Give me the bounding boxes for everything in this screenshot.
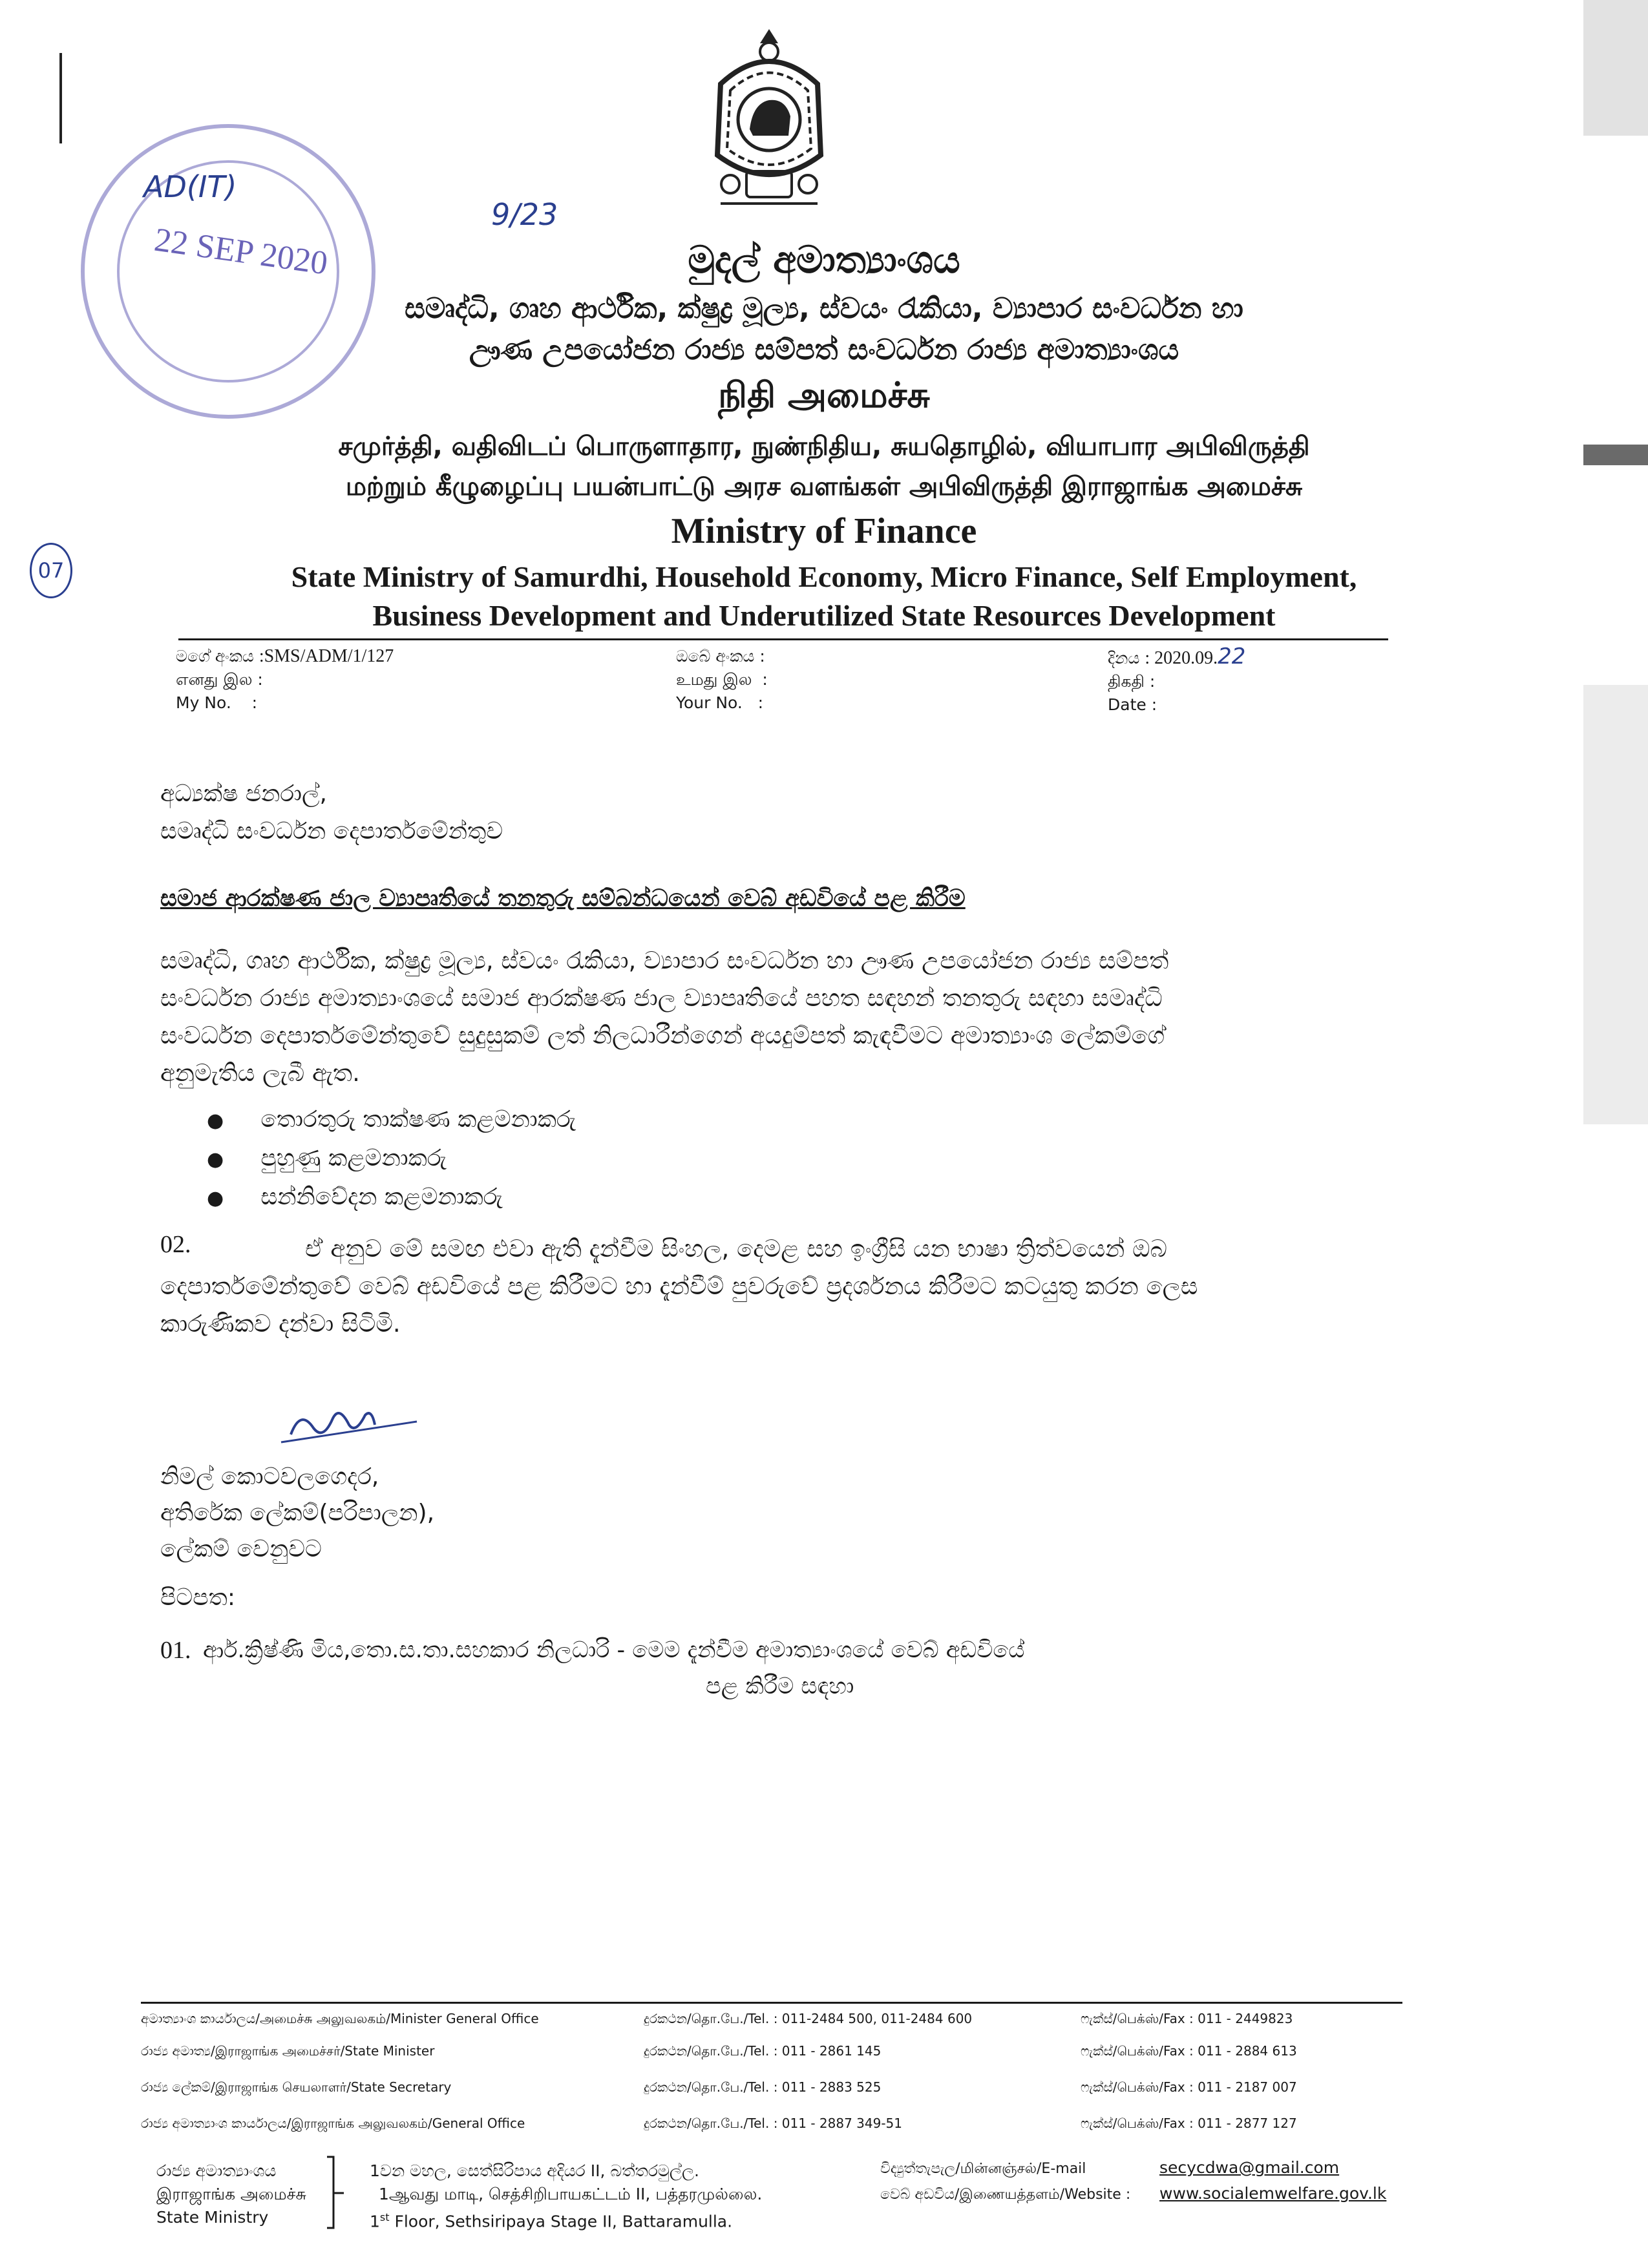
paragraph-2-line2: දෙපාර්තමේන්තුවේ වෙබ් අඩවියේ පළ කිරීමට හා දැන්වීම් පුවරුවේ ප්‍රදර්ශනය කිරීමට කටයුතු කරන ලෙස [160, 1272, 1198, 1300]
copies-label: පිටපත: [160, 1584, 235, 1611]
margin-mark [59, 53, 62, 143]
footer-address [370, 2159, 762, 2233]
sinhala-ministry-line2: ඌණ උපයෝජන රාජ්‍ය සම්පත් සංවර්ධන රාජ්‍ය අමාත්‍යාංශය [469, 333, 1179, 366]
footer-address-si: 1වන මහල, සෙත්සිරිපාය අදියර II, බත්තරමුල්ල. [370, 2161, 700, 2180]
bullet-icon: ● [207, 1109, 224, 1132]
your-no-label-ta: உமது இல [676, 670, 752, 689]
date-en-value: : [1151, 695, 1157, 714]
signatory-block [160, 1459, 434, 1568]
footer-email-label: විද්‍යුත්තැපැල/மின்னஞ்சல்/E-mail [880, 2161, 1086, 2177]
footer-tel-1: දුරකථන/தொ.பே./Tel. : 011 - 2861 145 [644, 2043, 882, 2059]
bullet-icon: ● [207, 1187, 224, 1210]
footer-office-1: රාජ්‍ය අමාත්‍ය/இராஜாங்க அமைச்சர்/State Minister [141, 2043, 435, 2059]
your-no-label-en: Your No. [676, 693, 743, 712]
footer-address-floor: 1 [370, 2212, 380, 2231]
english-ministry-line2: Business Development and Underutilized State Resources Development [372, 599, 1276, 632]
signatory-title: අතිරේක ලේකම්(පරිපාලන), [160, 1500, 435, 1526]
footer-fax-2: ෆැක්ස්/பெக்ஸ்/Fax : 011 - 2187 007 [1081, 2079, 1297, 2095]
letter-subject: සමාජ ආරක්ෂණ ජාල ව්‍යාපෘතියේ තනතුරු සම්බන්ධයෙන් වෙබ් අඩවියේ පළ කිරීම [160, 885, 966, 912]
your-no-ta-value: : [762, 670, 768, 689]
header-rule [178, 638, 1388, 640]
your-no-block [676, 645, 768, 715]
margin-note: 07 [30, 543, 72, 598]
footer-address-text: Floor, Sethsiripaya Stage II, Battaramulla. [389, 2212, 733, 2231]
my-no-ta-value: : [257, 670, 263, 689]
footer-address-floor-suffix: st [379, 2211, 390, 2223]
my-no-label-en: My No. [176, 693, 231, 712]
copies-item-line1: ආර්.ක්‍රිෂ්ණි මිය,තො.ස.තා.සහකාර නිලධාරි - මෙම දැන්වීම අමාත්‍යාංශයේ වෙබ් අඩවියේ [203, 1637, 1025, 1663]
footer-address-ta: 1ஆவது மாடி, செத்சிறிபாயகட்டம் II, பத்தரமுல்லை. [379, 2185, 763, 2203]
scan-edge-top [1583, 0, 1648, 136]
bullet-icon: ● [207, 1148, 224, 1171]
footer-website-link[interactable]: www.socialemwelfare.gov.lk [1159, 2184, 1387, 2203]
sinhala-ministry-title: මුදල් අමාත්‍යාංශය [688, 238, 960, 282]
date-ta-value: : [1149, 672, 1156, 691]
tamil-ministry-title: நிதி அமைச்சு [718, 375, 930, 415]
english-ministry-title: Ministry of Finance [671, 511, 977, 551]
position-label: පුහුණු කළමනාකරු [260, 1145, 447, 1171]
list-item [207, 1140, 576, 1179]
sinhala-ministry-line1: සමෘද්ධි, ගෘහ ආර්ථික, ක්ෂුද්‍ර මූල්‍ය, ස්වයං රැකියා, ව්‍යාපාර සංවර්ධන හා [405, 292, 1243, 325]
my-no-label-si: මගේ අංකය [176, 647, 254, 666]
footer-tel-2: දුරකථන/தொ.பே./Tel. : 011 - 2883 525 [644, 2079, 882, 2095]
footer-fax-0: ෆැක්ස්/பெக்ஸ்/Fax : 011 - 2449823 [1081, 2011, 1293, 2026]
date-label-en: Date [1108, 695, 1146, 714]
position-label: සන්නිවේදන කළමනාකරු [260, 1184, 503, 1210]
footer-fax-3: ෆැක්ස්/பெக்ஸ்/Fax : 011 - 2877 127 [1081, 2116, 1297, 2131]
stamp-handwritten-note: AD(IT) [143, 169, 237, 204]
paragraph-2-line1: ඒ අනුව මේ සමඟ එවා ඇති දැන්වීම සිංහල, දෙමළ සහ ඉංග්‍රීසි යන භාෂා ත්‍රිත්වයෙන් ඔබ [305, 1235, 1167, 1263]
paragraph-1-line3: සංවර්ධන දෙපාර්තමේන්තුවේ සුදුසුකම් ලත් නිලධාරීන්ගෙන් අයදුම්පත් කැඳවීමට අමාත්‍යාංශ ලේකම්ගේ [160, 1022, 1165, 1049]
list-item [207, 1101, 576, 1140]
signatory-on-behalf: ලේකම් වෙනුවට [160, 1536, 322, 1562]
date-value: : 2020.09. [1145, 648, 1218, 668]
my-no-en-value: : [251, 693, 258, 712]
list-item [207, 1179, 576, 1217]
footer-website-label: වෙබ් අඩවිය/இணையத்தளம்/Website : [880, 2187, 1131, 2203]
paragraph-1 [160, 942, 1391, 1092]
footer-office-2: රාජ්‍ය ලේකම්/இராஜாங்க செயலாளர்/State Secretary [141, 2079, 452, 2095]
paragraph-1-line4: අනුමැතිය ලැබී ඇත. [160, 1059, 360, 1087]
footer-brace [326, 2156, 345, 2232]
footer-rule [141, 2002, 1402, 2004]
footer-office-3: රාජ්‍ය අමාත්‍යාංශ කාර්යාලය/இராஜாங்க அலுவலகம்/General Office [141, 2116, 525, 2131]
your-no-value: : [759, 647, 765, 666]
national-emblem [708, 26, 830, 213]
date-label-si: දිනය [1108, 649, 1140, 667]
footer-fax-1: ෆැක්ස්/பெக்ஸ்/Fax : 011 - 2884 613 [1081, 2043, 1297, 2059]
scan-edge-middle [1583, 685, 1648, 1124]
my-no-value: :SMS/ADM/1/127 [259, 646, 394, 666]
my-no-label-ta: எனது இல [176, 670, 253, 689]
copies-item-line2: පළ කිරීම සඳහා [706, 1674, 854, 1699]
position-label: තොරතුරු තාක්ෂණ කළමනාකරු [260, 1106, 576, 1133]
footer-email-link[interactable]: secycdwa@gmail.com [1159, 2158, 1340, 2177]
stamp-handwritten-date: 9/23 [491, 197, 558, 232]
handwritten-signature [278, 1396, 420, 1447]
addressee-line2: සමෘද්ධි සංවර්ධන දෙපාර්තමේන්තුව [160, 818, 503, 845]
footer-ministry [156, 2159, 306, 2229]
footer-ministry-si: රාජ්‍ය අමාත්‍යාංශය [156, 2161, 277, 2180]
date-handwritten-day: 22 [1218, 644, 1246, 669]
paragraph-2-number: 02. [160, 1231, 191, 1258]
my-no-block [176, 645, 394, 715]
footer-tel-3: දුරකථන/தொ.பே./Tel. : 011 - 2887 349-51 [644, 2116, 902, 2131]
tamil-ministry-line2: மற்றும் கீழுழைப்பு பயன்பாட்டு அரச வளங்கள் அபிவிருத்தி இராஜாங்க அமைச்சு [345, 472, 1303, 501]
footer-address-en [370, 2206, 762, 2233]
footer-tel-0: දුරකථන/தொ.பே./Tel. : 011-2484 500, 011-2484 600 [644, 2011, 973, 2026]
paragraph-2 [160, 1230, 1391, 1343]
addressee-line1: අධ්‍යක්ෂ ජනරාල්, [160, 781, 327, 807]
footer-ministry-en: State Ministry [156, 2208, 269, 2227]
footer-ministry-ta: இராஜாங்க அமைச்சு [156, 2185, 306, 2203]
english-ministry-line1: State Ministry of Samurdhi, Household Economy, Micro Finance, Self Employment, [291, 560, 1357, 593]
stamp-date: 22 SEP 2020 [152, 221, 330, 282]
positions-list [207, 1101, 576, 1217]
copies-item-number: 01. [160, 1637, 191, 1664]
tamil-ministry-line1: சமுர்த்தி, வதிவிடப் பொருளாதார, நுண்நிதிய, சுயதொழில், வியாபார அபிவிருத்தி [338, 432, 1310, 461]
date-label-ta: திகதி [1108, 672, 1145, 691]
paragraph-1-line2: සංවර්ධන රාජ්‍ය අමාත්‍යාංශයේ සමාජ ආරක්ෂණ ජාල ව්‍යාපෘතියේ පහත සඳහන් තනතුරු සඳහා සමෘද්ධි [160, 984, 1163, 1012]
footer-office-0: අමාත්‍යාංශ කාර්යාලය/அமைச்சு அலுவலகம்/Minister General Office [141, 2011, 539, 2026]
your-no-en-value: : [757, 693, 764, 712]
signatory-name: නිමල් කොටවලගෙදර, [160, 1464, 379, 1490]
date-block [1108, 645, 1245, 717]
your-no-label-si: ඔබේ අංකය [676, 647, 755, 666]
paragraph-2-line3: කාරුණිකව දන්වා සිටිමි. [160, 1310, 401, 1338]
paragraph-1-line1: සමෘද්ධි, ගෘහ ආර්ථික, ක්ෂුද්‍ර මූල්‍ය, ස්වයං රැකියා, ව්‍යාපාර සංවර්ධන හා ඌණ උපයෝජන රාජ්‍ය සම්පත් [160, 947, 1169, 974]
